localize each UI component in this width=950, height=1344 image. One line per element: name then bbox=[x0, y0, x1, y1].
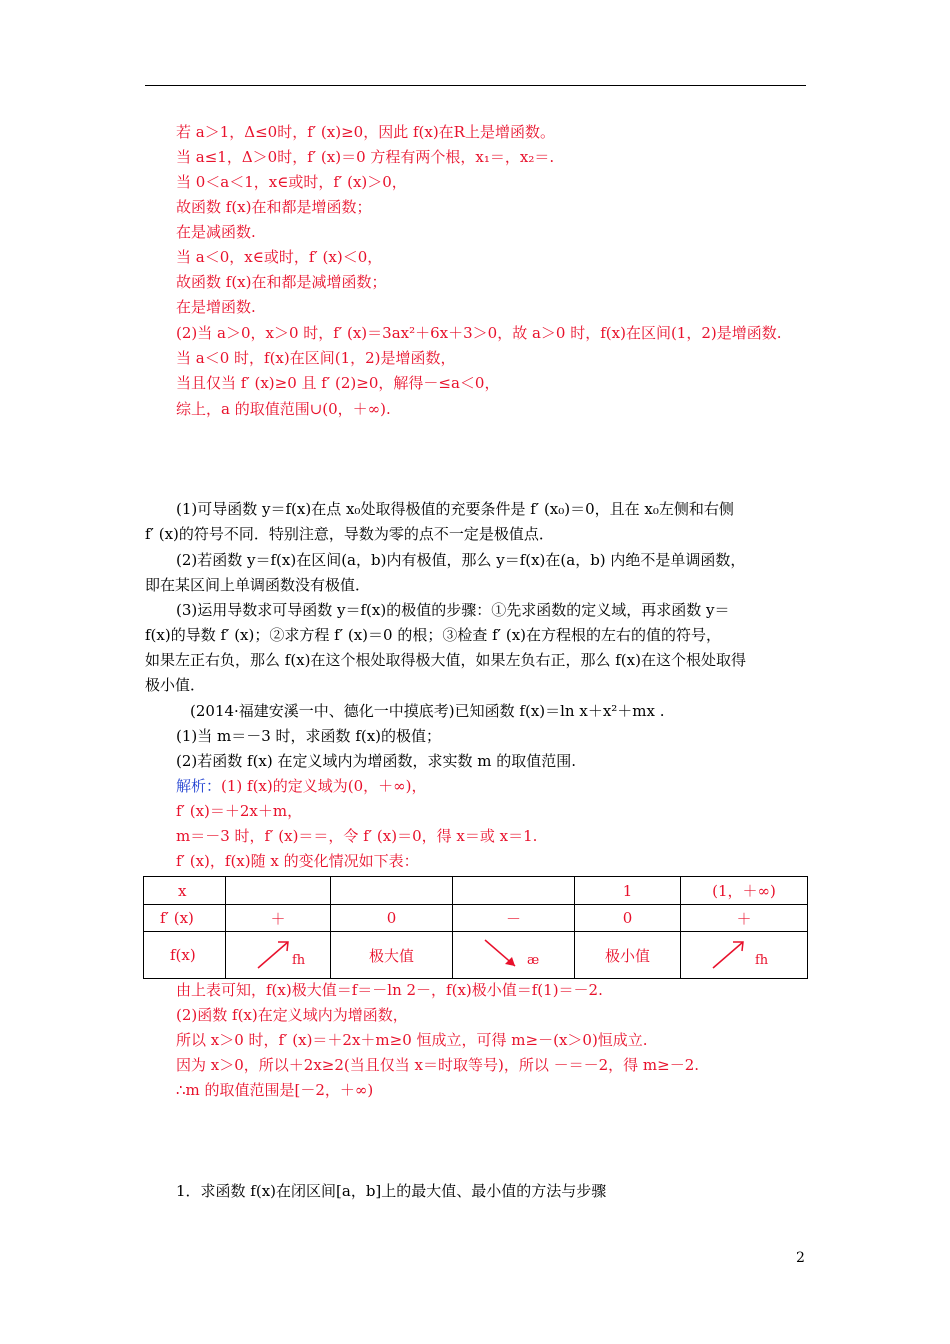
answer-line: 综上，a 的取值范围∪(0，＋∞). bbox=[176, 400, 391, 418]
note-2-cont: 即在某区间上单调函数没有极值． bbox=[145, 576, 371, 594]
solution-line bbox=[176, 776, 427, 796]
table-cell: ＋ bbox=[226, 905, 331, 932]
answer-line: 当 a≤1，Δ＞0时，f′ (x)＝0 方程有两个根，x₁＝，x₂＝. bbox=[176, 148, 555, 166]
answer-line: 当 0＜a＜1，x∈或时，f′ (x)＞0， bbox=[176, 173, 407, 191]
solution-line: (2)函数 f(x)在定义域内为增函数， bbox=[176, 1006, 408, 1024]
note-2: (2)若函数 y＝f(x)在区间(a，b)内有极值，那么 y＝f(x)在(a，b) 内绝不是单调函数， bbox=[176, 551, 746, 569]
table-cell bbox=[681, 932, 808, 979]
table-cell: f′ (x) bbox=[144, 905, 226, 932]
answer-line: 当 a＜0 时，f(x)在区间(1，2)是增函数， bbox=[176, 349, 456, 367]
glyph-label: fh bbox=[292, 953, 306, 968]
solution-line: ∴m 的取值范围是[－2，＋∞) bbox=[176, 1081, 374, 1099]
solution-text: (1) f(x)的定义域为(0，＋∞)， bbox=[221, 777, 427, 795]
table-cell bbox=[331, 877, 453, 905]
solution-line: 因为 x＞0，所以＋2x≥2(当且仅当 x＝时取等号)，所以 －＝－2，得 m≥－2. bbox=[176, 1056, 700, 1074]
solution-line: f′ (x)＝＋2x＋m， bbox=[176, 802, 303, 820]
solution-line: f′ (x)，f(x)随 x 的变化情况如下表： bbox=[176, 852, 419, 870]
glyph-label: æ bbox=[527, 953, 540, 968]
note-1-cont: f′ (x)的符号不同．特别注意，导数为零的点不一定是极值点． bbox=[145, 525, 554, 543]
table-cell bbox=[453, 877, 575, 905]
answer-line: 在是减函数. bbox=[176, 223, 256, 241]
problem-q1: (1)当 m＝－3 时，求函数 f(x)的极值； bbox=[176, 727, 442, 745]
increasing-arrow-icon bbox=[254, 936, 294, 972]
table-cell: 1 bbox=[575, 877, 681, 905]
solution-line: m＝－3 时，f′ (x)＝＝，令 f′ (x)＝0，得 x＝或 x＝1. bbox=[176, 827, 538, 845]
table-cell: x bbox=[144, 877, 226, 905]
answer-line: 当且仅当 f′ (x)≥0 且 f′ (2)≥0，解得－≤a＜0， bbox=[176, 374, 500, 392]
header-rule bbox=[145, 85, 806, 86]
note-3: (3)运用导数求可导函数 y＝f(x)的极值的步骤：①先求函数的定义域，再求函数 y＝ bbox=[176, 601, 730, 619]
solution-line: 所以 x＞0 时，f′ (x)＝＋2x＋m≥0 恒成立，可得 m≥－(x＞0)恒成立. bbox=[176, 1031, 648, 1049]
solution-label: 解析： bbox=[176, 777, 222, 795]
variation-table bbox=[143, 876, 808, 979]
table-cell: 极大值 bbox=[331, 932, 453, 979]
table-cell bbox=[453, 932, 575, 979]
problem-stem: (2014·福建安溪一中、德化一中摸底考)已知函数 f(x)＝ln x＋x²＋mx . bbox=[190, 702, 665, 720]
table-cell: ＋ bbox=[681, 905, 808, 932]
answer-line: 故函数 f(x)在和都是增函数； bbox=[176, 198, 372, 216]
problem-q2: (2)若函数 f(x) 在定义域内为增函数，求实数 m 的取值范围. bbox=[176, 752, 577, 770]
table-cell: 0 bbox=[331, 905, 453, 932]
answer-line: 在是增函数. bbox=[176, 298, 256, 316]
increasing-arrow-icon bbox=[709, 936, 749, 972]
decreasing-arrow-icon bbox=[481, 936, 521, 972]
table-cell: f(x) bbox=[144, 932, 226, 979]
note-1: (1)可导函数 y＝f(x)在点 x₀处取得极值的充要条件是 f′ (x₀)＝0，且在 x₀左侧和右侧 bbox=[176, 500, 734, 518]
note-3-cont: f(x)的导数 f′ (x)；②求方程 f′ (x)＝0 的根；③检查 f′ (x)在方程根的左右的值的符号， bbox=[145, 626, 722, 644]
answer-line: (2)当 a＞0，x＞0 时，f′ (x)＝3ax²＋6x＋3＞0，故 a＞0 时，f(x)在区间(1，2)是增函数. bbox=[176, 324, 782, 342]
page-number: 2 bbox=[796, 1250, 805, 1266]
table-row bbox=[144, 905, 808, 932]
table-cell: 0 bbox=[575, 905, 681, 932]
note-3-cont: 极小值． bbox=[145, 676, 206, 694]
answer-line: 故函数 f(x)在和都是减增函数； bbox=[176, 273, 387, 291]
table-row bbox=[144, 877, 808, 905]
solution-line: 由上表可知，f(x)极大值＝f＝－ln 2－，f(x)极小值＝f(1)＝－2. bbox=[176, 981, 603, 999]
table-cell: 极小值 bbox=[575, 932, 681, 979]
answer-line: 若 a＞1，Δ≤0时，f′ (x)≥0，因此 f(x)在R上是增函数。 bbox=[176, 123, 555, 141]
table-cell: － bbox=[453, 905, 575, 932]
glyph-label: fh bbox=[755, 953, 769, 968]
table-row bbox=[144, 932, 808, 979]
note-3-cont: 如果左正右负，那么 f(x)在这个根处取得极大值，如果左负右正，那么 f(x)在这个根处取得 bbox=[145, 651, 746, 669]
answer-line: 当 a＜0，x∈或时，f′ (x)＜0， bbox=[176, 248, 383, 266]
section-heading: 1．求函数 f(x)在闭区间[a，b]上的最大值、最小值的方法与步骤 bbox=[176, 1182, 607, 1200]
table-cell: (1，＋∞) bbox=[681, 877, 808, 905]
table-cell bbox=[226, 877, 331, 905]
table-cell bbox=[226, 932, 331, 979]
